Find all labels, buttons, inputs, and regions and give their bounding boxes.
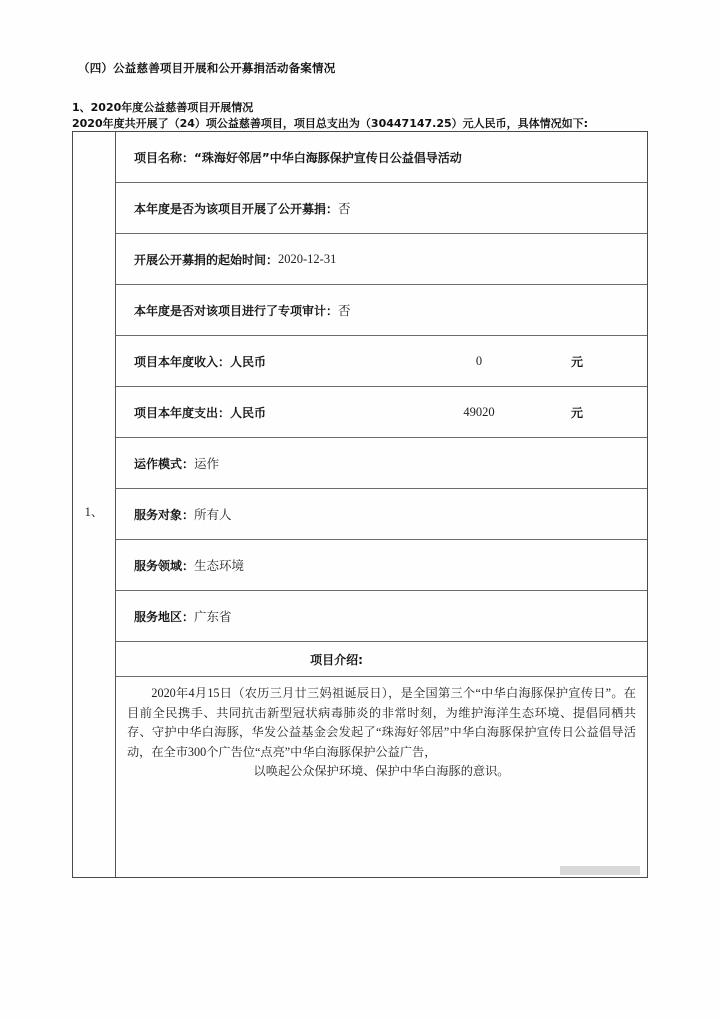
field-value: 否: [338, 304, 351, 318]
field-label: 服务地区：: [134, 609, 195, 624]
table-body-column: [116, 132, 647, 877]
table-row: [116, 285, 647, 336]
table-row: [116, 132, 647, 183]
field-label: 服务对象：: [134, 507, 195, 522]
project-table: [72, 131, 648, 878]
field-value: 否: [338, 202, 351, 216]
field-amount: 0: [475, 353, 483, 368]
project-intro-text: 2020年4月15日（农历三月廿三妈祖诞辰日），是全国第三个“中华白海豚保护宣传日”。在目前全民携手、共同抗击新型冠状病毒肺炎的非常时刻，为维护海洋生态环境、提倡同栖共存、守护中华白海豚，华发公益基金会发起了“珠海好邻居”中华白海豚保护宣传日公益倡导活动，在全市300个广告位“点亮”中华白海豚保护公益广告，: [127, 686, 636, 759]
field-value: 所有人: [194, 508, 232, 522]
table-index-column: [73, 132, 116, 877]
field-unit: 元: [571, 354, 584, 369]
field-value: 2020-12-31: [278, 251, 337, 266]
field-label: 本年度是否为该项目开展了公开募捐：: [134, 201, 339, 216]
table-row: [116, 336, 647, 387]
project-intro-text-last: 以唤起公众保护环境、保护中华白海豚的意识。: [253, 764, 510, 778]
table-row: [116, 591, 647, 642]
subsection-heading: 1、2020年度公益慈善项目开展情况: [72, 101, 254, 114]
summary-line: 2020年度共开展了（24）项公益慈善项目，项目总支出为（30447147.25）元人民币，具体情况如下:: [72, 117, 589, 130]
project-intro-header-label: 项目介绍:: [310, 652, 363, 667]
table-row: [116, 438, 647, 489]
field-label: 本年度是否对该项目进行了专项审计：: [134, 303, 339, 318]
project-intro-body: [116, 677, 647, 877]
table-row: [116, 234, 647, 285]
project-intro-header: [116, 642, 647, 677]
row-index-label: 1、: [84, 505, 104, 519]
scan-artifact: [560, 866, 640, 875]
field-value: “珠海好邻居”中华白海豚保护宣传日公益倡导活动: [194, 150, 462, 165]
field-value: 运作: [194, 457, 220, 471]
page-title: （四）公益慈善项目开展和公开募捐活动备案情况: [78, 61, 336, 75]
field-label: 项目本年度收入：人民币: [134, 354, 267, 369]
field-label: 项目名称：: [134, 150, 195, 165]
field-label: 服务领域：: [134, 558, 195, 573]
field-amount: 49020: [463, 404, 495, 419]
field-value: 广东省: [194, 610, 232, 624]
table-row: [116, 540, 647, 591]
table-row: [116, 387, 647, 438]
table-row: [116, 489, 647, 540]
project-intro-paragraph: [127, 684, 636, 782]
field-label: 开展公开募捐的起始时间：: [134, 252, 279, 267]
field-value: 生态环境: [194, 559, 245, 573]
field-label: 项目本年度支出：人民币: [134, 405, 267, 420]
table-row: [116, 183, 647, 234]
field-unit: 元: [571, 405, 584, 420]
field-label: 运作模式：: [134, 456, 195, 471]
